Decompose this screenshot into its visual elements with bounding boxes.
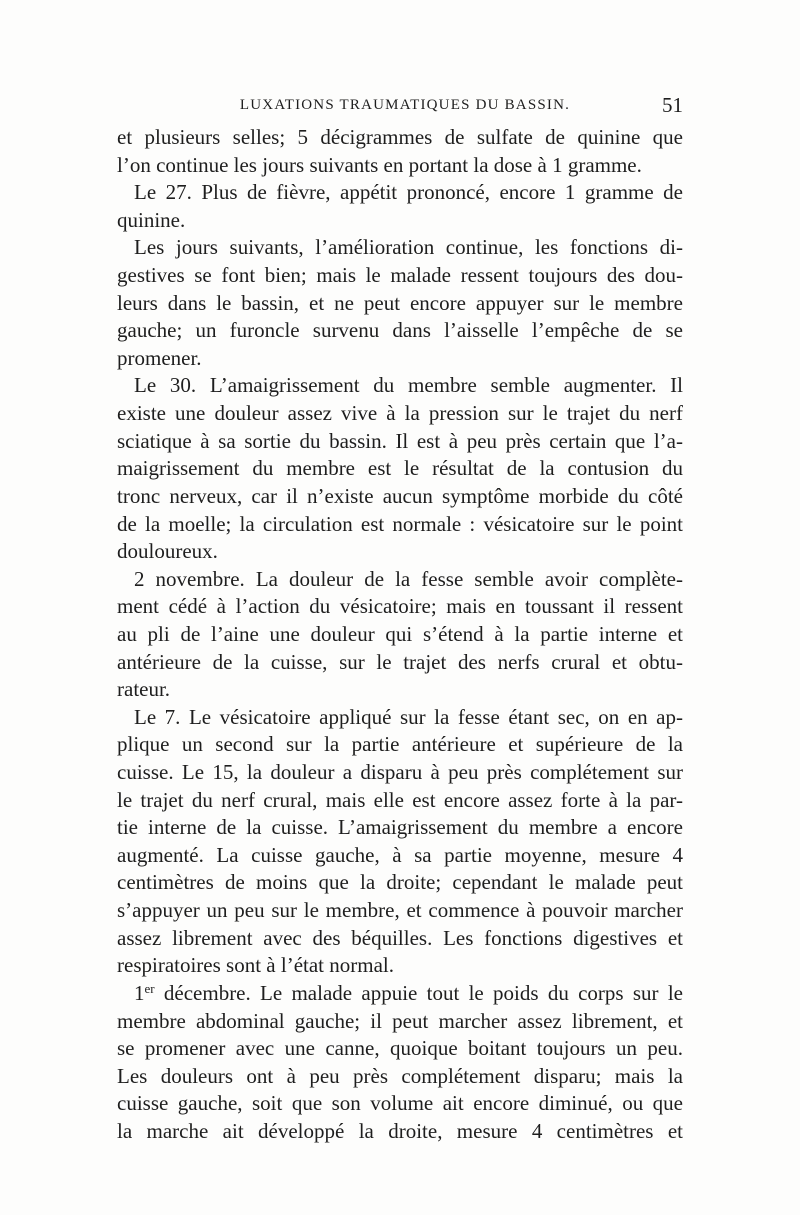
running-head [117,93,683,123]
text-line: antérieure de la cuisse, sur le trajet des nerfs crural et obtu- [117,649,683,674]
text-line: ment cédé à l’action du vésicatoire; mais en toussant il ressent [117,594,683,619]
text-line: se promener avec une canne, quoique boitant toujours un peu. [117,1036,683,1061]
text-line: tronc nerveux, car il n’existe aucun symptôme morbide du côté [117,483,683,508]
text-line: existe une douleur assez vive à la pression sur le trajet du nerf [117,401,683,426]
ordinal-suffix: er [144,980,155,996]
text-line: gauche; un furoncle survenu dans l’aisselle l’empêche de se [117,318,683,343]
text-line: douloureux. [117,539,218,564]
text-line: cuisse gauche, soit que son volume ait encore diminué, ou que [117,1091,683,1116]
text-line: la marche ait développé la droite, mesure 4 centimètres et [117,1118,683,1143]
text-line: augmenté. La cuisse gauche, à sa partie moyenne, mesure 4 [117,842,683,867]
text-line: plique un second sur la partie antérieure et supérieure de la [117,732,683,757]
text-line: gestives se font bien; mais le malade ressent toujours des dou- [117,263,683,288]
text-line: Le 27. Plus de fièvre, appétit prononcé, encore 1 gramme de [134,180,683,205]
text-line: leurs dans le bassin, et ne peut encore appuyer sur le membre [117,290,683,315]
text-line: s’appuyer un peu sur le membre, et commence à pouvoir marcher [117,898,683,923]
text-line: tie interne de la cuisse. L’amaigrissement du membre a encore [117,815,683,840]
text-line: le trajet du nerf crural, mais elle est encore assez forte à la par- [117,787,683,812]
text-line: Le 7. Le vésicatoire appliqué sur la fesse étant sec, on en ap- [134,704,683,729]
text-line [117,980,683,1008]
text-line: centimètres de moins que la droite; cependant le malade peut [117,870,683,895]
text-line: maigrissement du membre est le résultat de la contusion du [117,456,683,481]
text-line: 2 novembre. La douleur de la fesse semble avoir complète- [134,566,683,591]
text-line: au pli de l’aine une douleur qui s’étend à la partie interne et [117,621,683,646]
text-line: promener. [117,345,202,370]
text-line: membre abdominal gauche; il peut marcher assez librement, et [117,1008,683,1033]
running-title: LUXATIONS TRAUMATIQUES DU BASSIN. [239,97,571,113]
text-line: quinine. [117,207,186,232]
text-line: respiratoires sont à l’état normal. [117,953,394,978]
text-line: assez librement avec des béquilles. Les fonctions digestives et [117,925,683,950]
text-line: sciatique à sa sortie du bassin. Il est à peu près certain que l’a- [117,428,683,453]
page-number: 51 [662,93,683,117]
body-text [117,124,683,1146]
text-line: Le 30. L’amaigrissement du membre semble augmenter. Il [134,373,683,398]
text-line-rest: décembre. Le malade appuie tout le poids du corps sur le [154,980,683,1005]
text-line: cuisse. Le 15, la douleur a disparu à peu près complétement sur [117,760,683,785]
text-line: rateur. [117,677,171,702]
text-line: et plusieurs selles; 5 décigrammes de sulfate de quinine que [117,125,683,149]
text-line: Les jours suivants, l’amélioration continue, les fonctions di- [134,235,683,260]
ordinal-number: 1 [134,980,145,1005]
text-line: Les douleurs ont à peu près complétement disparu; mais la [117,1063,683,1088]
text-line: de la moelle; la circulation est normale : vésicatoire sur le point [117,511,683,536]
text-line: l’on continue les jours suivants en portant la dose à 1 gramme. [117,152,642,177]
